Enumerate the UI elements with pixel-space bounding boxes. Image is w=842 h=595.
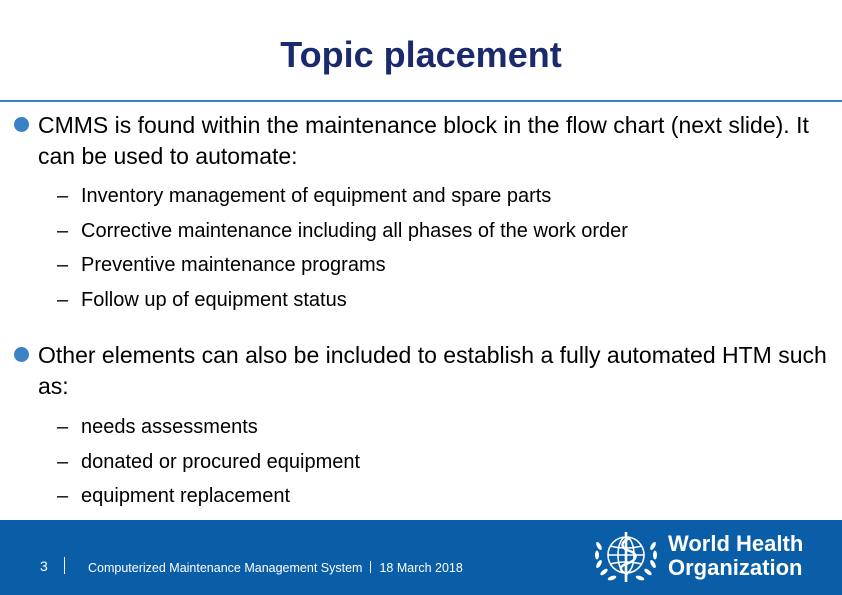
presentation-title: Computerized Maintenance Management System [88,561,363,575]
sub-item: – Preventive maintenance programs [57,254,386,276]
sub-item: – Follow up of equipment status [57,288,347,311]
dash-icon: – [57,288,69,311]
dash-icon: – [57,185,69,207]
who-wordmark [668,532,803,580]
bullet-1-text: CMMS is found within the maintenance block in the flow chart (next slide). It can be used to automate: [38,112,809,169]
page-number-divider [64,557,65,574]
who-emblem-icon [592,524,660,592]
dash-icon: – [57,219,69,242]
dash-icon: – [57,450,69,473]
dash-icon: – [57,416,69,438]
bullet-2-text: Other elements can also be included to establish a fully automated HTM such as: [38,342,827,399]
sub-item: – donated or procured equipment [57,450,361,473]
dash-icon: – [57,485,69,507]
slide-title: Topic placement [280,34,562,75]
who-name-line-1: World Health [668,531,804,556]
who-name-line-2: Organization [668,555,803,580]
bullet-dot-icon [14,117,29,132]
footer-divider [370,561,371,573]
dash-icon: – [57,254,69,276]
page-number: 3 [40,558,48,574]
slide-footer [0,520,842,595]
footer-caption [88,560,488,576]
sub-item: – equipment replacement [57,485,291,507]
sub-item: – Corrective maintenance including all phases of the work order [57,219,628,242]
title-divider [0,100,842,102]
bullet-2-subitems [57,415,360,519]
sub-item: – Inventory management of equipment and spare parts [57,185,552,207]
presentation-date: 18 March 2018 [379,561,463,575]
bullet-2 [14,340,834,402]
sub-item: – needs assessments [57,416,258,438]
bullet-1-subitems [57,184,628,322]
bullet-dot-icon [14,347,29,362]
bullet-1 [14,110,834,172]
